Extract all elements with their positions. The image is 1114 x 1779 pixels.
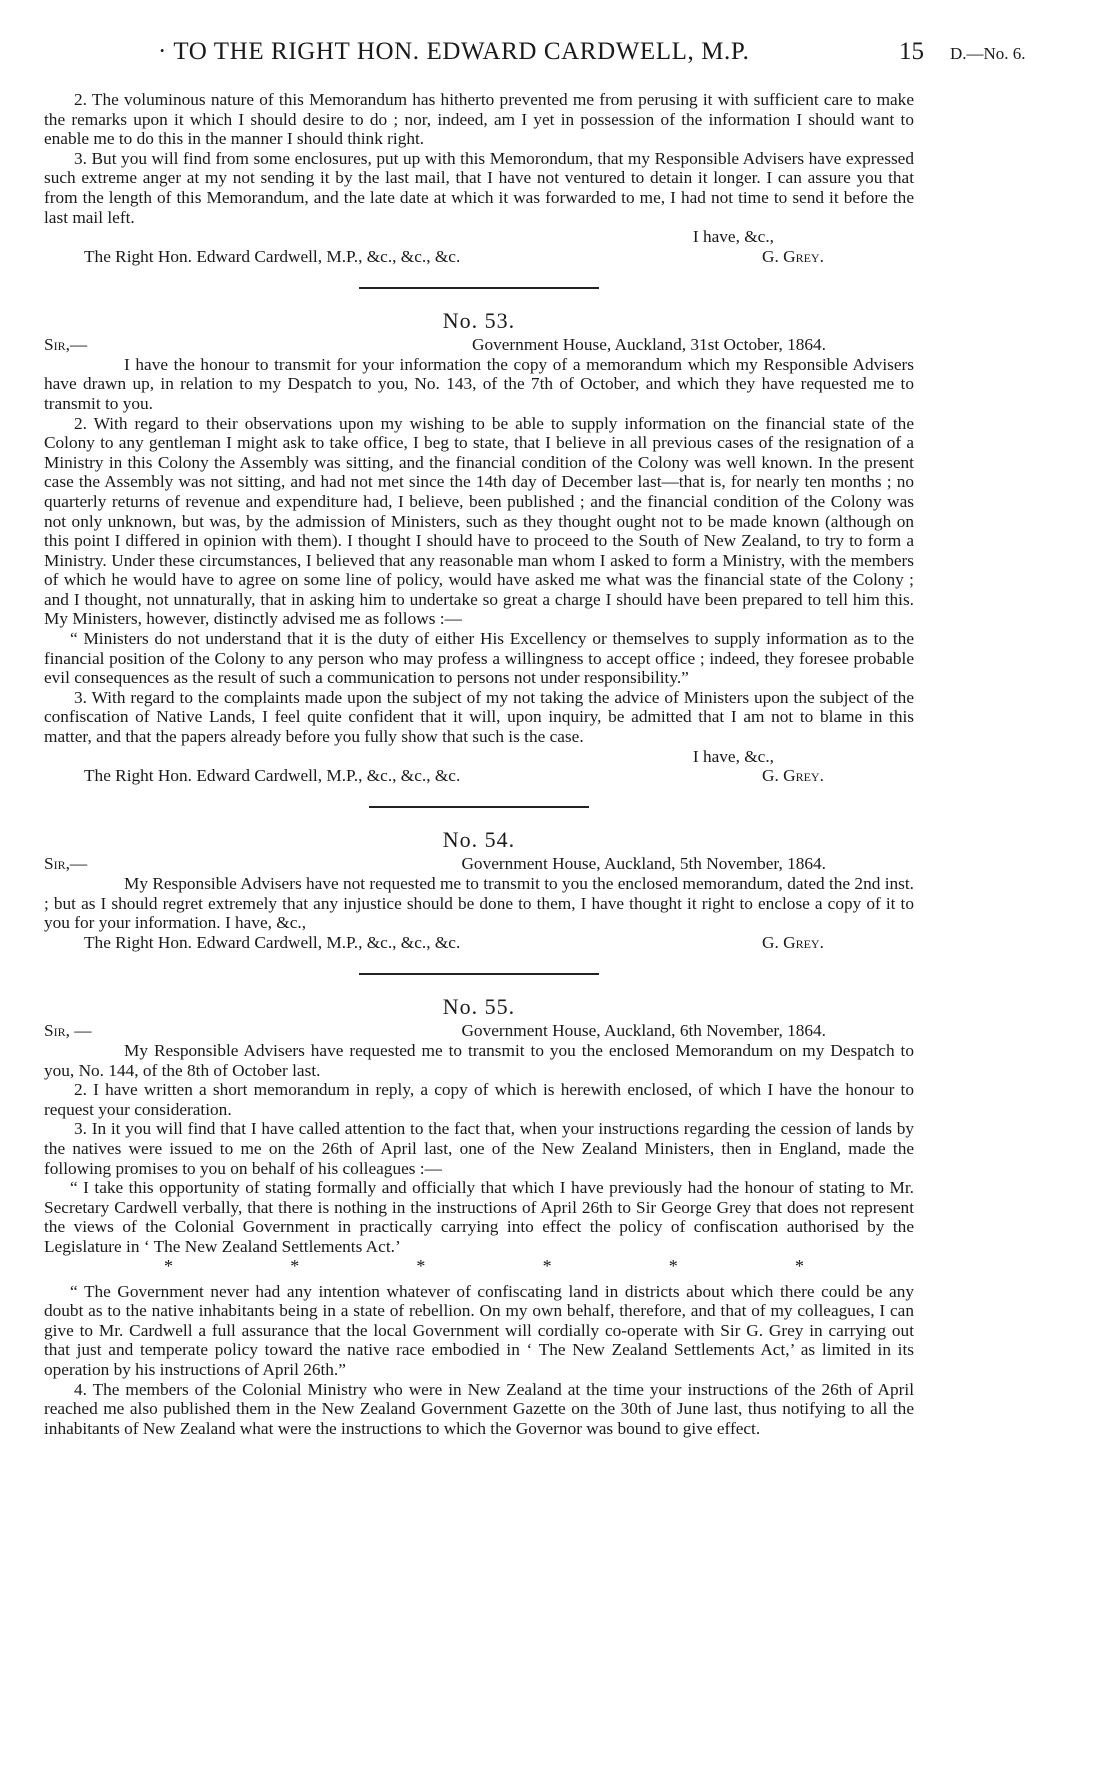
addressee: The Right Hon. Edward Cardwell, M.P., &c., &c., &c. <box>84 766 461 786</box>
salutation-line <box>44 854 914 874</box>
paragraph: My Responsible Advisers have requested me to transmit to you the enclosed Memorandum on my Despatch to you, No. 144, of the 8th of October last. <box>44 1041 914 1080</box>
paragraph: 3. But you will find from some enclosures, put up with this Memorondum, that my Responsible Advisers have expressed such extreme anger at my not sending it by the last mail, that I have not ventured to detain it longer. I can assure you that from the length of this Memorandum, and the late date at which it was forwarded to me, I had not time to send it before the last mail left. <box>44 148 914 227</box>
salutation: Sir, — <box>44 1021 92 1040</box>
paragraph: 2. With regard to their observations upon my wishing to be able to supply information on the financial state of the Colony to any gentleman I might ask to take office, I beg to state, that I believe in all previous cases of the resignation of a Ministry in this Colony the Assembly was sitting, and the financial condition of the Colony was well known. In the present case the Assembly was not sitting, and had not met since the 14th day of December last—that is, for nearly ten months ; no quarterly returns of revenue and expenditure had, I believe, been published ; and the financial condition of the Colony was not only unknown, but was, by the admission of Ministers, such as they thought ought not to be made known (although on this point I differed in opinion with them). I thought I should have to proceed to the South of New Zealand, to try to form a Ministry. Under these circumstances, I believed that any reasonable man whom I asked to form a Ministry, with the members of which he would have to agree on some line of policy, would have asked me what was the financial state of the Colony ; and I thought, not unnaturally, that in asking him to undertake so great a charge I should have been prepared to tell him this. My Ministers, however, distinctly advised me as follows :— <box>44 413 914 629</box>
signature-line <box>44 766 914 786</box>
page-number: 15 <box>899 38 924 65</box>
paragraph: 3. In it you will find that I have called attention to the fact that, when your instructions regarding the cession of lands by the natives were issued to me on the 26th of April last, one of the New Zealand Ministers, then in England, made the following promises to you on behalf of his colleagues :— <box>44 1119 914 1178</box>
paragraph: My Responsible Advisers have not requested me to transmit to you the enclosed memorandum, dated the 2nd inst. ; but as I should regret extremely that any injustice should be done to them, I have thought it right to enclose a copy of it to you for your information. I have, &c., <box>44 874 914 933</box>
despatch-number: No. 54. <box>442 827 516 853</box>
signature-line <box>44 933 914 953</box>
paragraph: 3. With regard to the complaints made upon the subject of my not taking the advice of Ministers upon the subject of the confiscation of Native Lands, I feel quite confident that it will, upon inquiry, be admitted that I am not to blame in this matter, and that the papers already before you fully show that such is the case. <box>44 687 914 747</box>
closing-formula: I have, &c., <box>692 746 774 766</box>
section-divider <box>369 806 589 808</box>
quotation: “ Ministers do not understand that it is the duty of either His Excellency or themselves to supply information as to the financial position of the Colony to any person who may profess a willingness to accept office ; indeed, they foresee probable evil consequences as the result of such a communication to persons not under responsibility.” <box>44 629 914 688</box>
star: * <box>290 1255 300 1276</box>
despatch-number: No. 53. <box>442 307 516 333</box>
paragraph: I have the honour to transmit for your information the copy of a memorandum which my Responsible Advisers have drawn up, in relation to my Despatch to you, No. 143, of the 7th of October, and which they have requested me to transmit to you. <box>44 354 914 413</box>
place-date: Government House, Auckland, 6th November, 1864. <box>461 1021 826 1040</box>
star: * <box>164 1255 173 1276</box>
salutation: Sir,— <box>44 334 88 354</box>
star: * <box>668 1255 678 1276</box>
addressee: The Right Hon. Edward Cardwell, M.P., &c., &c., &c. <box>84 933 461 952</box>
document-code: D.—No. 6. <box>950 44 1026 63</box>
place-date: Government House, Auckland, 31st October, 1864. <box>472 334 826 354</box>
star: * <box>416 1255 426 1276</box>
paragraph: 2. I have written a short memorandum in reply, a copy of which is herewith enclosed, of which I have the honour to request your consideration. <box>44 1080 914 1119</box>
ellipsis-stars <box>44 1257 914 1276</box>
document-body <box>44 90 914 1438</box>
signature-line <box>44 247 914 267</box>
quotation: “ The Government never had any intention whatever of confiscating land in districts about which there could be any doubt as to the native inhabitants being in a state of rebellion. On my own behalf, therefore, and that of my colleagues, I can give to Mr. Cardwell a full assurance that the local Government will cordially co-operate with Sir G. Grey in carrying out that just and temperate policy toward the native race embodied in ‘ The New Zealand Settlements Act,’ as limited in its operation by his instructions of April 26th.” <box>44 1281 914 1379</box>
salutation: Sir,— <box>44 854 88 874</box>
quotation: “ I take this opportunity of stating formally and officially that which I have previously had the honour of stating to Mr. Secretary Cardwell verbally, that there is nothing in the instructions of April 26th to Sir George Grey that does not represent the views of the Colonial Government in practically carrying into effect the policy of confiscation authorised by the Legislature in ‘ The New Zealand Settlements Act.’ <box>44 1178 914 1256</box>
running-header <box>0 38 1114 72</box>
despatch-no-55 <box>44 994 914 1438</box>
section-divider <box>359 973 599 975</box>
intro-section <box>44 90 914 267</box>
paragraph: 2. The voluminous nature of this Memorandum has hitherto prevented me from perusing it with sufficient care to make the remarks upon it which I should desire to do ; nor, indeed, am I yet in possession of the information I should want to enable me to do this in the manner I should think right. <box>44 90 914 149</box>
header-title: · TO THE RIGHT HON. EDWARD CARDWELL, M.P. <box>158 38 750 65</box>
despatch-no-53 <box>44 307 914 786</box>
addressee: The Right Hon. Edward Cardwell, M.P., &c., &c., &c. <box>84 246 461 266</box>
despatch-number: No. 55. <box>442 994 516 1019</box>
salutation-line <box>44 1021 914 1041</box>
salutation-line <box>44 335 914 355</box>
section-divider <box>359 287 599 289</box>
star: * <box>542 1255 552 1276</box>
place-date: Government House, Auckland, 5th November, 1864. <box>461 854 826 874</box>
signature: G. Grey. <box>762 766 824 786</box>
star: * <box>794 1255 804 1276</box>
paragraph: 4. The members of the Colonial Ministry who were in New Zealand at the time your instructions of the 26th of April reached me also published them in the New Zealand Government Gazette on the 30th of June last, thus notifying to all the inhabitants of New Zealand what were the instructions to which the Governor was bound to give effect. <box>44 1379 914 1438</box>
signature: G. Grey. <box>762 933 824 952</box>
closing-formula: I have, &c., <box>692 227 774 247</box>
despatch-no-54 <box>44 827 914 953</box>
signature: G. Grey. <box>762 246 824 266</box>
